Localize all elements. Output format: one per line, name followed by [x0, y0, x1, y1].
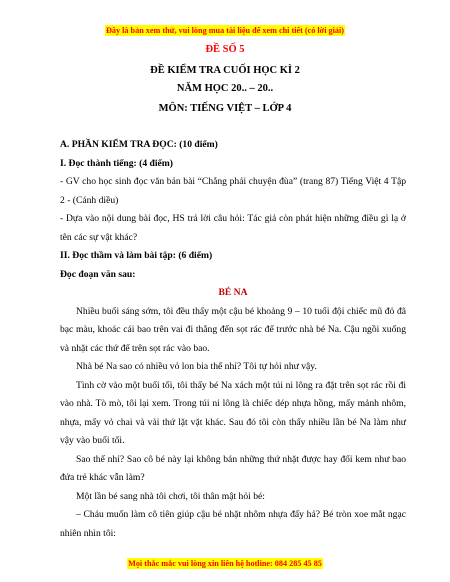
story-paragraph: Một lần bé sang nhà tôi chơi, tôi thân mật hỏi bé: [76, 490, 265, 502]
story-paragraph: Sao thế nhỉ? Sao cô bé này lại không bán những thứ nhặt được hay đổi kem như bao đứa trẻ khác vẫn làm? [60, 453, 406, 483]
preview-notice-banner: Đây là bản xem thử, vui lòng mua tài liệu để xem chi tiết (có lời giải) [105, 26, 345, 35]
story-title: BÉ NA [218, 287, 248, 298]
exam-title: ĐỀ KIỂM TRA CUỐI HỌC KÌ 2 [150, 65, 300, 76]
part1-line: - GV cho học sinh đọc văn bản bài “Chẳng phải chuyện đùa” (trang 87) Tiếng Việt 4 Tập 2 - (Cánh diều) [60, 176, 406, 206]
story-paragraph: – Cháu muốn làm cô tiên giúp cậu bé nhặt nhôm nhựa đấy hả? Bé tròn xoe mắt ngạc nhiên nhìn tôi: [60, 509, 406, 539]
part2-heading: II. Đọc thầm và làm bài tập: (6 điểm) [60, 250, 213, 261]
subject-line: MÔN: TIẾNG VIỆT – LỚP 4 [158, 103, 292, 114]
story-paragraph: Nhiều buổi sáng sớm, tôi đều thấy một cậu bé khoảng 9 – 10 tuổi đội chiếc mũ đỏ đã bạc màu, khoác cái bao trên vai đi thẳng đến sọt rác để trước nhà bé Na. Cậu ngồi xuống và nhặt các thứ để trên sọt rác vào bao. [60, 305, 406, 354]
reading-instruction: Đọc đoạn văn sau: [60, 268, 136, 280]
school-year: NĂM HỌC 20.. – 20.. [176, 83, 274, 94]
hotline-banner: Mọi thắc mắc vui lòng xin liên hệ hotline: 084 285 45 85 [128, 559, 322, 568]
story-paragraph: Tình cờ vào một buổi tối, tôi thấy bé Na xách một túi ni lông ra đặt trên sọt rác rồi đi vào nhà. Tò mò, tôi lại xem. Trong túi ni lông là chiếc dép nhựa hồng, mấy mảnh nhôm, nhựa, mấy vỏ chai và vài thứ lặt vặt khác. Sau đó tôi còn thấy nhiều lần bé Na làm như vậy vào buổi tối. [60, 379, 406, 446]
document-body [60, 136, 406, 543]
story-paragraph: Nhà bé Na sao có nhiều vỏ lon bia thế nhỉ? Tôi tự hỏi như vậy. [76, 361, 317, 372]
section-a-heading: A. PHẦN KIỂM TRA ĐỌC: (10 điểm) [60, 139, 218, 150]
part1-line: - Dựa vào nội dung bài đọc, HS trả lời câu hỏi: Tác giả còn phát hiện những điều gì lạ ở tên các sự vật khác? [60, 213, 406, 243]
part1-heading: I. Đọc thành tiếng: (4 điểm) [60, 157, 173, 169]
exam-number: ĐỀ SỐ 5 [205, 44, 245, 55]
